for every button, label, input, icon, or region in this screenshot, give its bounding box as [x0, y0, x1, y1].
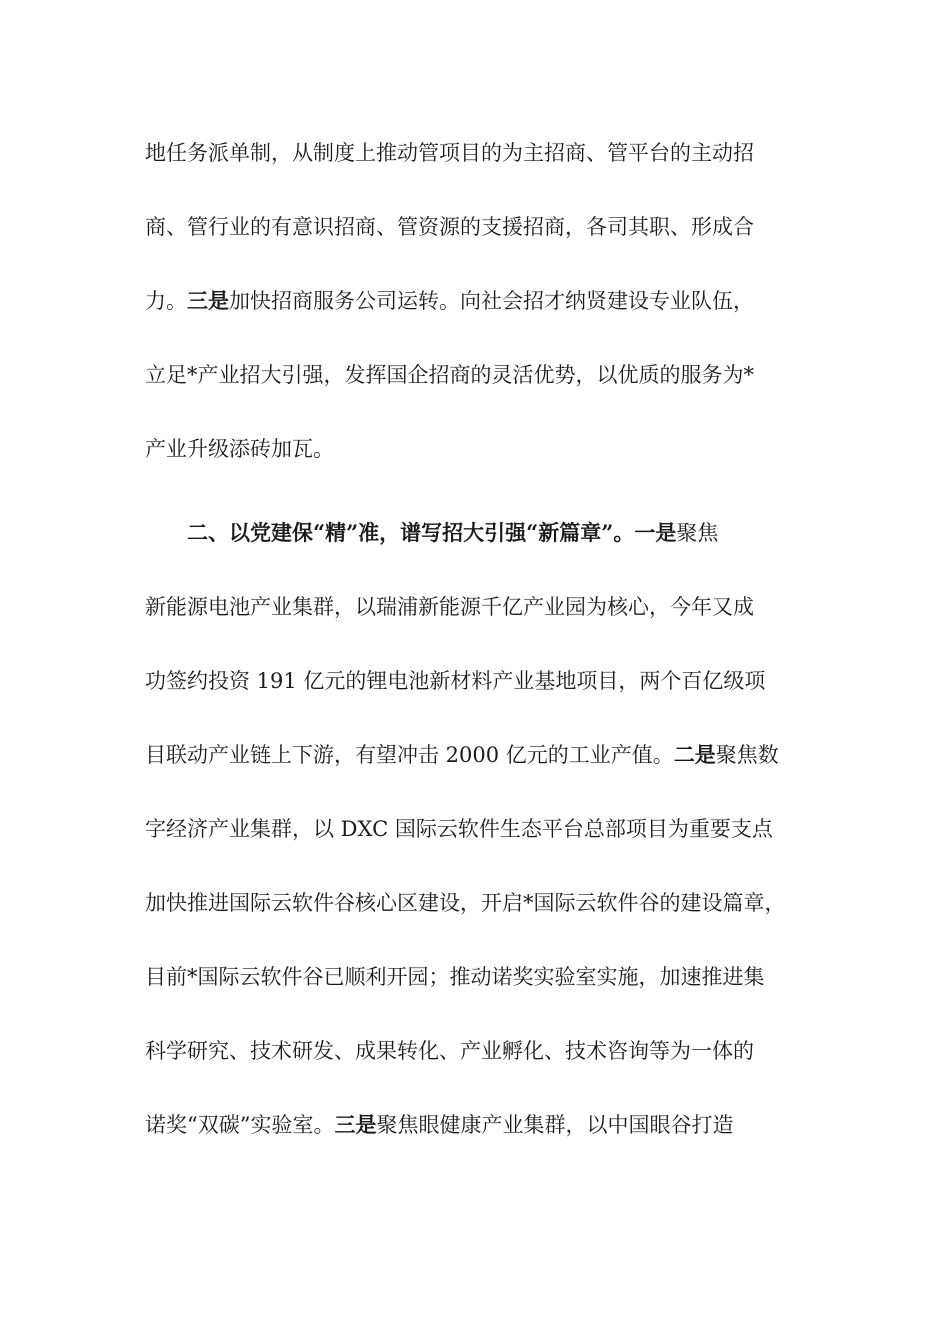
paragraph — [145, 116, 845, 486]
text-line — [145, 644, 845, 718]
bold-text-run: 三是 — [187, 288, 229, 313]
text-run: 目联动产业链上下游，有望冲击 2000 亿元的工业产值。 — [145, 743, 674, 767]
text-line — [145, 1088, 845, 1162]
text-line — [145, 940, 845, 1014]
text-run: 地任务派单制，从制度上推动管项目的为主招商、管平台的主动招 — [145, 141, 754, 165]
text-line — [145, 792, 845, 866]
text-line — [145, 338, 845, 412]
text-line — [145, 866, 845, 940]
text-run: 功签约投资 191 亿元的锂电池新材料产业基地项目，两个百亿级项 — [145, 669, 766, 693]
text-line — [145, 190, 845, 264]
text-line — [145, 496, 845, 570]
text-line — [145, 570, 845, 644]
text-run: 加快招商服务公司运转。向社会招才纳贤建设专业队伍， — [229, 289, 754, 313]
paragraph — [145, 496, 845, 1162]
text-run: 立足*产业招大引强，发挥国企招商的灵活优势，以优质的服务为* — [145, 363, 754, 387]
bold-text-run: 二是 — [673, 742, 716, 767]
bold-text-run: 二、以党建保“精”准，谱写招大引强“新篇章”。一是 — [145, 520, 677, 545]
text-run: 聚焦眼健康产业集群，以中国眼谷打造 — [376, 1113, 734, 1137]
text-run: 加快推进国际云软件谷核心区建设，开启*国际云软件谷的建设篇章， — [145, 891, 786, 915]
text-line — [145, 412, 845, 486]
text-run: 新能源电池产业集群，以瑞浦新能源千亿产业园为核心，今年又成 — [145, 595, 754, 619]
text-line — [145, 718, 845, 792]
bold-text-run: 三是 — [334, 1112, 377, 1137]
text-run: 诺奖“双碳”实验室。 — [145, 1113, 335, 1137]
text-run: 力。 — [145, 289, 187, 313]
text-run: 产业升级添砖加瓦。 — [145, 437, 334, 461]
text-run: 聚焦数 — [715, 743, 779, 767]
text-run: 目前*国际云软件谷已顺利开园；推动诺奖实验室实施，加速推进集 — [145, 965, 765, 989]
text-line — [145, 1014, 845, 1088]
text-run: 字经济产业集群，以 DXC 国际云软件生态平台总部项目为重要支点 — [145, 817, 773, 841]
text-line — [145, 116, 845, 190]
text-run: 商、管行业的有意识招商、管资源的支援招商，各司其职、形成合 — [145, 215, 754, 239]
text-run: 聚焦 — [676, 521, 719, 545]
text-run: 科学研究、技术研发、成果转化、产业孵化、技术咨询等为一体的 — [145, 1039, 754, 1063]
text-line — [145, 264, 845, 338]
